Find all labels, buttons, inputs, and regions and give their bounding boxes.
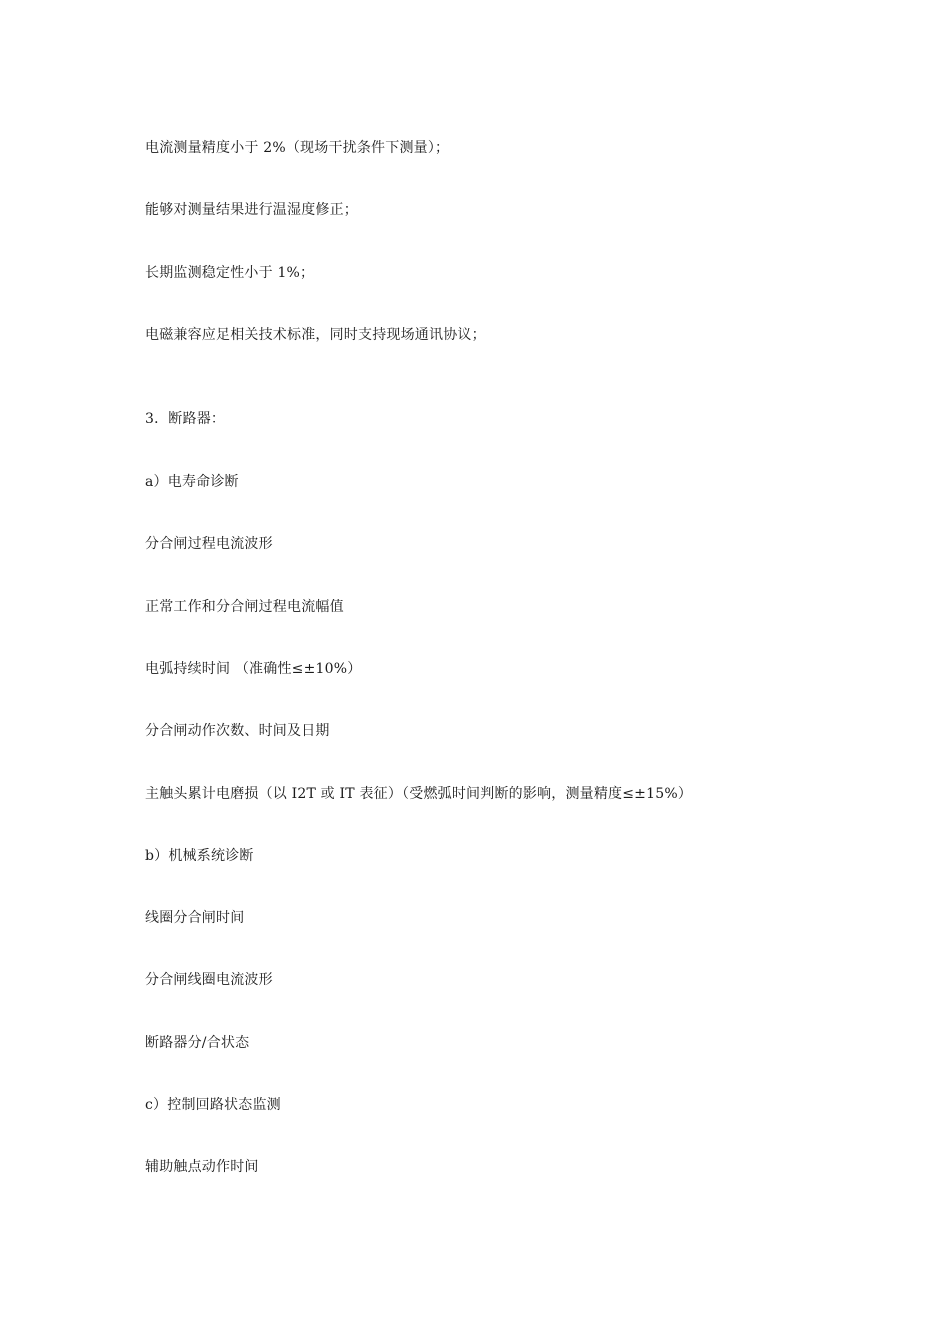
item-aux-contact-timing: 辅助触点动作时间 (145, 1159, 259, 1175)
item-breaker-state: 断路器分/合状态 (145, 1035, 250, 1051)
spec-current-accuracy: 电流测量精度小于 2%（现场干扰条件下测量）； (145, 140, 450, 156)
subsection-control-circuit: c）控制回路状态监测 (145, 1097, 281, 1113)
spec-long-term-stability: 长期监测稳定性小于 1%； (145, 265, 315, 281)
item-current-waveform: 分合闸过程电流波形 (145, 536, 273, 552)
item-coil-current-waveform: 分合闸线圈电流波形 (145, 972, 273, 988)
item-current-amplitude: 正常工作和分合闸过程电流幅值 (145, 599, 344, 615)
item-operation-count: 分合闸动作次数、时间及日期 (145, 723, 330, 739)
subsection-electrical-life: a）电寿命诊断 (145, 474, 239, 490)
spec-emc-protocol: 电磁兼容应足相关技术标准，同时支持现场通讯协议； (145, 327, 486, 343)
item-contact-wear: 主触头累计电磨损（以 I2T 或 IT 表征）（受燃弧时间判断的影响，测量精度≤±15%） (145, 786, 693, 802)
item-arc-duration: 电弧持续时间 （准确性≤±10%） (145, 661, 362, 677)
section-heading-breaker: 3．断路器： (145, 411, 226, 427)
spec-temp-humidity-correction: 能够对测量结果进行温湿度修正； (145, 202, 358, 218)
subsection-mechanical: b）机械系统诊断 (145, 848, 254, 864)
item-coil-timing: 线圈分合闸时间 (145, 910, 245, 926)
